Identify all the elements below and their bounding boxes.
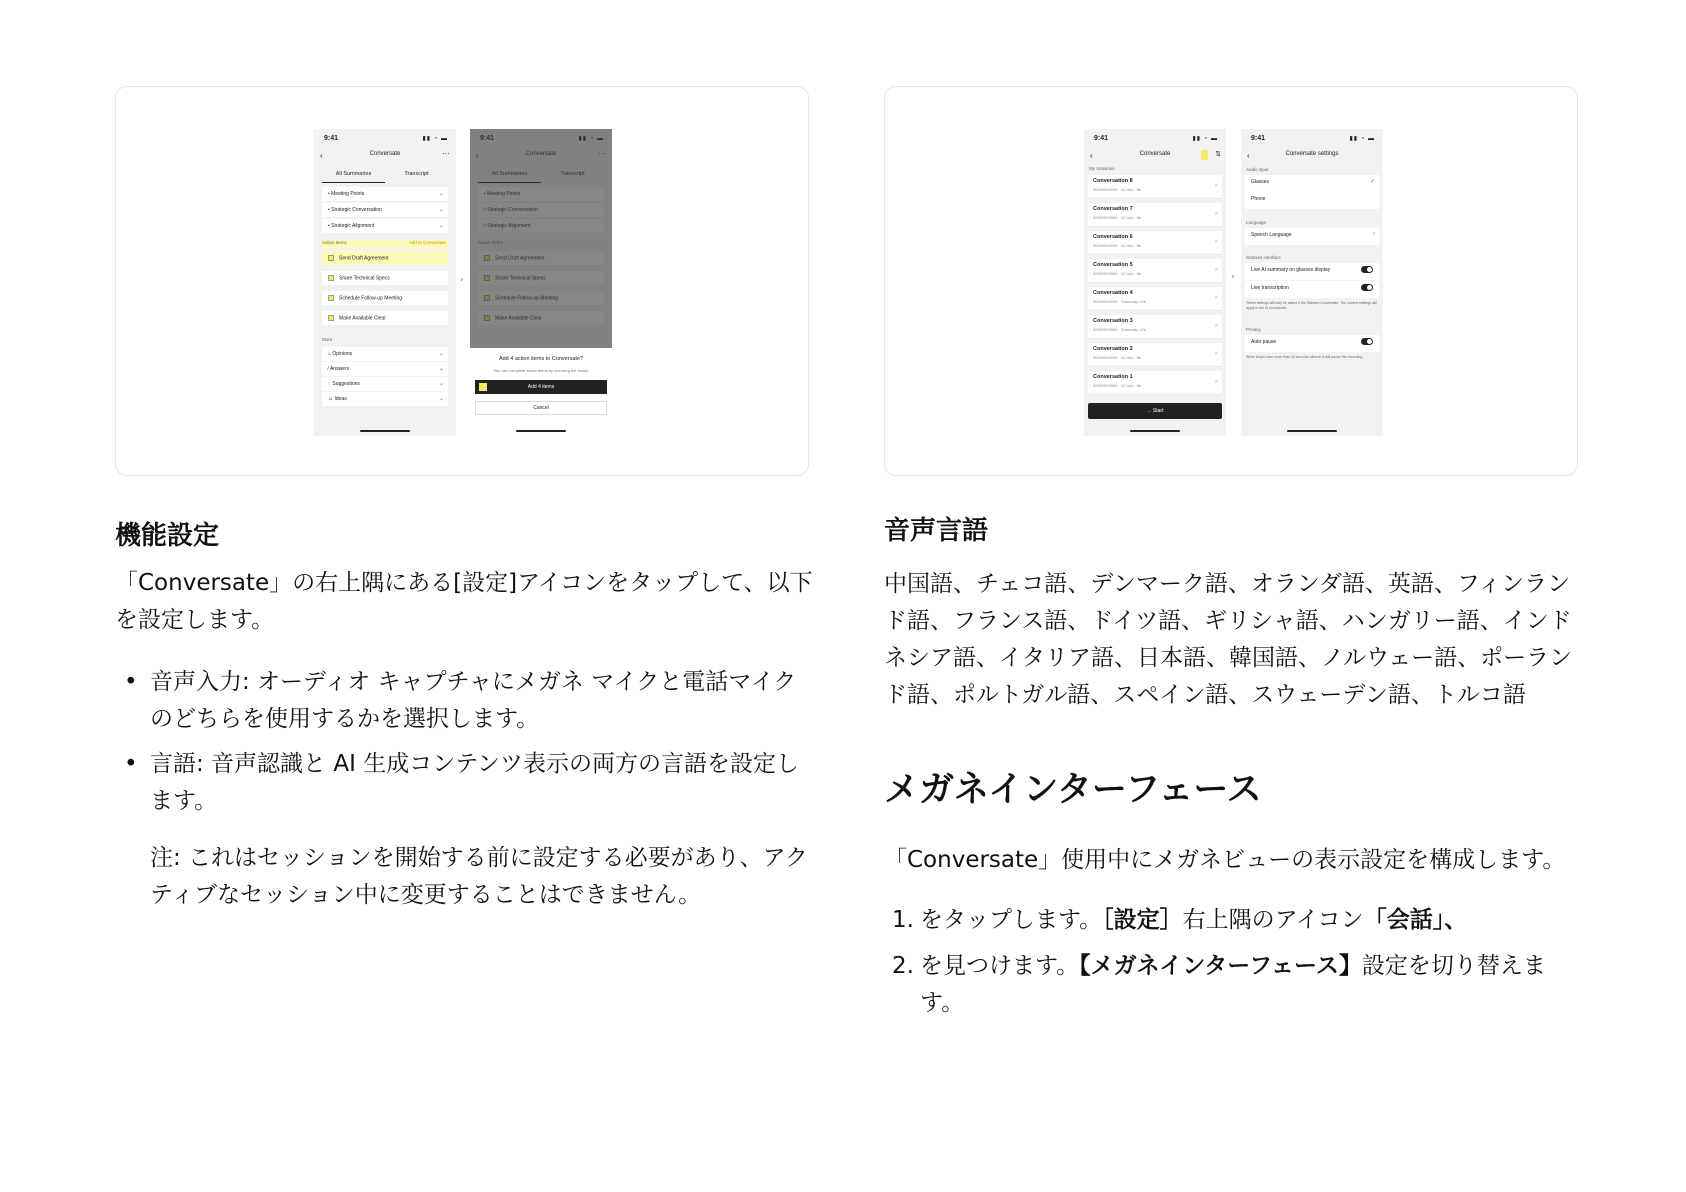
bullet-audio-input: • 音声入力: オーディオ キャプチャにメガネ マイクと電話マイク のどちらを使用するかを選択します。	[150, 664, 796, 738]
conversation-meta: 2025/05/2025 · Summary 12k	[1093, 327, 1146, 332]
conversation-name: Conversation 8	[1093, 178, 1133, 184]
left-image-card	[115, 86, 809, 476]
conversation-row[interactable]	[1088, 343, 1222, 367]
arrow-right-icon: ›	[460, 275, 464, 285]
audio-option-phone[interactable]: Phone	[1245, 192, 1379, 209]
toggle-switch	[1361, 266, 1373, 273]
more-row[interactable]: ◌ Suggestions ⌄	[322, 377, 448, 391]
languages-line4: ド語、ポルトガル語、スペイン語、スウェーデン語、トルコ語	[884, 682, 1526, 708]
step-1: 1. をタップします。［設定］右上隅のアイコン「会話」、	[892, 907, 1468, 933]
right-image-card	[884, 86, 1578, 476]
checkbox-icon	[328, 255, 334, 261]
section-heading-features: 機能設定	[115, 521, 220, 551]
glasses-interface-intro: 「Conversate」使用中にメガネビューの表示設定を構成します。	[884, 847, 1566, 873]
languages-line1: 中国語、チェコ語、デンマーク語、オランダ語、英語、フィンラン	[884, 571, 1571, 597]
languages-line2: ド語、フランス語、ドイツ語、ギリシャ語、ハンガリー語、インド	[884, 608, 1572, 634]
checkbox-icon	[328, 295, 334, 301]
phone-conversation-list	[1084, 129, 1226, 436]
screen-title: Conversate	[1139, 151, 1171, 157]
check-icon: ✓	[1369, 179, 1375, 185]
conversation-row[interactable]	[1088, 259, 1222, 283]
conversation-row[interactable]	[1088, 371, 1222, 395]
tab-bar	[322, 171, 448, 183]
tab-transcript[interactable]: Transcript	[404, 171, 429, 177]
chevron-down-icon: ⌄	[438, 207, 444, 213]
nav-bar	[314, 151, 456, 165]
bullet-icon: •	[124, 751, 138, 777]
topic-row[interactable]: • Strategic Conversation ⌄	[322, 203, 448, 217]
home-indicator	[1130, 430, 1180, 432]
more-icon[interactable]: ···	[442, 149, 450, 158]
more-row[interactable]: ⌂ Opinions ⌄	[322, 347, 448, 361]
nav-bar	[1084, 151, 1226, 165]
conversation-meta: 2025/05/2025 · 12 min · 5k	[1093, 187, 1141, 192]
list-section-label: My Sessions	[1089, 166, 1115, 171]
conversation-meta: 2025/05/2025 · Summary 12k	[1093, 299, 1146, 304]
chevron-right-icon: ›	[1215, 183, 1217, 189]
toggle-row[interactable]: Auto pause	[1245, 335, 1379, 352]
conversation-meta: 2025/05/2025 · 12 min · 5k	[1093, 215, 1141, 220]
toggle-row[interactable]: Live transcription	[1245, 281, 1379, 298]
chevron-right-icon: ›	[1215, 323, 1217, 329]
phone-add-items-screen	[470, 129, 612, 436]
home-indicator	[516, 430, 566, 432]
features-intro-line1: 「Conversate」の右上隅にある[設定]アイコンをタップして、以下	[115, 570, 813, 596]
action-item-row[interactable]: Send Draft Agreement	[322, 251, 448, 265]
screen-title: Conversate settings	[1285, 151, 1339, 157]
settings-icon[interactable]	[1201, 150, 1208, 160]
conversation-name: Conversation 5	[1093, 262, 1133, 268]
chevron-right-icon: ›	[1215, 379, 1217, 385]
phone-summary-screen	[314, 129, 456, 436]
toggle-switch	[1361, 284, 1373, 291]
checkbox-icon	[328, 315, 334, 321]
conversation-name: Conversation 6	[1093, 234, 1133, 240]
nav-bar	[1241, 151, 1383, 165]
status-time: 9:41	[1251, 135, 1266, 142]
back-icon[interactable]: ‹	[1090, 151, 1093, 160]
speech-language-row[interactable]: Speech Language ›	[1245, 228, 1379, 245]
action-item-row[interactable]: Make Available Clear	[322, 311, 448, 325]
section-heading-glasses-interface: メガネインターフェース	[884, 770, 1262, 810]
action-item-row[interactable]: Share Technical Specs	[322, 271, 448, 285]
chevron-right-icon: ›	[1373, 231, 1375, 237]
tab-summaries[interactable]: All Summaries	[322, 171, 385, 183]
privacy-note: When Ampli have more than 10 seconds silence, it will pause the recording.	[1246, 355, 1364, 359]
conversation-row[interactable]	[1088, 203, 1222, 227]
topic-row[interactable]: • Meeting Points ⌄	[322, 187, 448, 201]
screen-title: Conversate	[369, 151, 401, 157]
chevron-right-icon: ›	[1215, 267, 1217, 273]
status-time: 9:41	[1094, 135, 1109, 142]
filter-icon[interactable]: ⇅	[1215, 151, 1221, 158]
conversation-row[interactable]	[1088, 287, 1222, 311]
status-icons: ▮▮ ◔ ▬	[422, 136, 448, 142]
conversation-name: Conversation 7	[1093, 206, 1133, 212]
section-heading-languages: 音声言語	[884, 516, 989, 546]
bottom-sheet	[470, 348, 612, 436]
home-indicator	[360, 430, 410, 432]
topic-row[interactable]: • Strategic Alignment ⌄	[322, 219, 448, 233]
bullet-language: • 言語: 音声認識と AI 生成コンテンツ表示の両方の言語を設定し ます。	[150, 746, 799, 820]
chevron-down-icon: ⌄	[438, 223, 444, 229]
conversation-row[interactable]	[1088, 175, 1222, 199]
languages-line3: ネシア語、イタリア語、日本語、韓国語、ノルウェー語、ポーラン	[884, 645, 1573, 671]
toggle-note: These settings will only be saved if the Glasses Conversate. The current settings will apply to the AI summaries.	[1246, 301, 1377, 310]
conversation-meta: 2025/05/2025 · 12 min · 5k	[1093, 383, 1141, 388]
cancel-button[interactable]: Cancel	[475, 401, 607, 415]
chevron-right-icon: ›	[1215, 239, 1217, 245]
conversation-meta: 2025/05/2025 · 12 min · 5k	[1093, 271, 1141, 276]
glasses-interface-label: Glasses interface	[1246, 255, 1281, 260]
chevron-down-icon: ⌄	[438, 191, 444, 197]
more-row[interactable]: ☺ Ideas ⌄	[322, 392, 448, 406]
privacy-label: Privacy	[1246, 327, 1261, 332]
conversation-row[interactable]	[1088, 231, 1222, 255]
highlight-marker	[479, 383, 487, 391]
add-to-conversate-link[interactable]: Add to Conversate	[408, 240, 446, 245]
arrow-right-icon: ›	[1231, 272, 1235, 282]
more-row[interactable]: ⁄ Answers ⌄	[322, 362, 448, 376]
status-icons: ▮▮ ◔ ▬	[1192, 136, 1218, 142]
add-items-button[interactable]: Add 4 items	[475, 380, 607, 394]
chevron-right-icon: ›	[1215, 351, 1217, 357]
conversation-meta: 2025/05/2025 · 12 min · 5k	[1093, 355, 1141, 360]
phone-settings-screen	[1241, 129, 1383, 436]
features-intro-line2: を設定します。	[115, 607, 275, 633]
start-button[interactable]: → Start	[1088, 403, 1222, 419]
conversation-name: Conversation 4	[1093, 290, 1133, 296]
more-section-label: More	[322, 337, 333, 342]
conversation-name: Conversation 2	[1093, 346, 1133, 352]
conversation-meta: 2025/05/2025 · 12 min · 5k	[1093, 243, 1141, 248]
language-label: Language	[1246, 220, 1267, 225]
audio-input-label: Audio input	[1246, 167, 1269, 172]
back-icon[interactable]: ‹	[320, 151, 323, 160]
home-indicator	[1287, 430, 1337, 432]
status-icons: ▮▮ ◔ ▬	[1349, 136, 1375, 142]
conversation-row[interactable]	[1088, 315, 1222, 339]
bullet-icon: •	[124, 669, 138, 695]
sheet-title: Add 4 action items to Conversate?	[498, 356, 584, 362]
back-icon[interactable]: ‹	[1247, 151, 1250, 160]
chevron-right-icon: ›	[1215, 211, 1217, 217]
language-note: 注: これはセッションを開始する前に設定する必要があり、アク ティブなセッション中に変更することはできません。	[150, 845, 808, 908]
action-items-header: Action Items Add to Conversate	[322, 240, 448, 248]
sheet-subtitle: You can complete action items by checking the boxes	[493, 368, 589, 373]
toggle-row[interactable]: Live AI summary on glasses display	[1245, 263, 1379, 280]
step-2: 2. を見つけます。【メガネインターフェース】設定を切り替えま す。	[892, 953, 1546, 1016]
conversation-name: Conversation 3	[1093, 318, 1133, 324]
action-item-row[interactable]: Schedule Follow-up Meeting	[322, 291, 448, 305]
toggle-switch	[1361, 338, 1373, 345]
status-time: 9:41	[324, 135, 339, 142]
chevron-right-icon: ›	[1215, 295, 1217, 301]
checkbox-icon	[328, 275, 334, 281]
audio-option-glasses[interactable]: Glasses ✓	[1245, 175, 1379, 192]
conversation-name: Conversation 1	[1093, 374, 1133, 380]
